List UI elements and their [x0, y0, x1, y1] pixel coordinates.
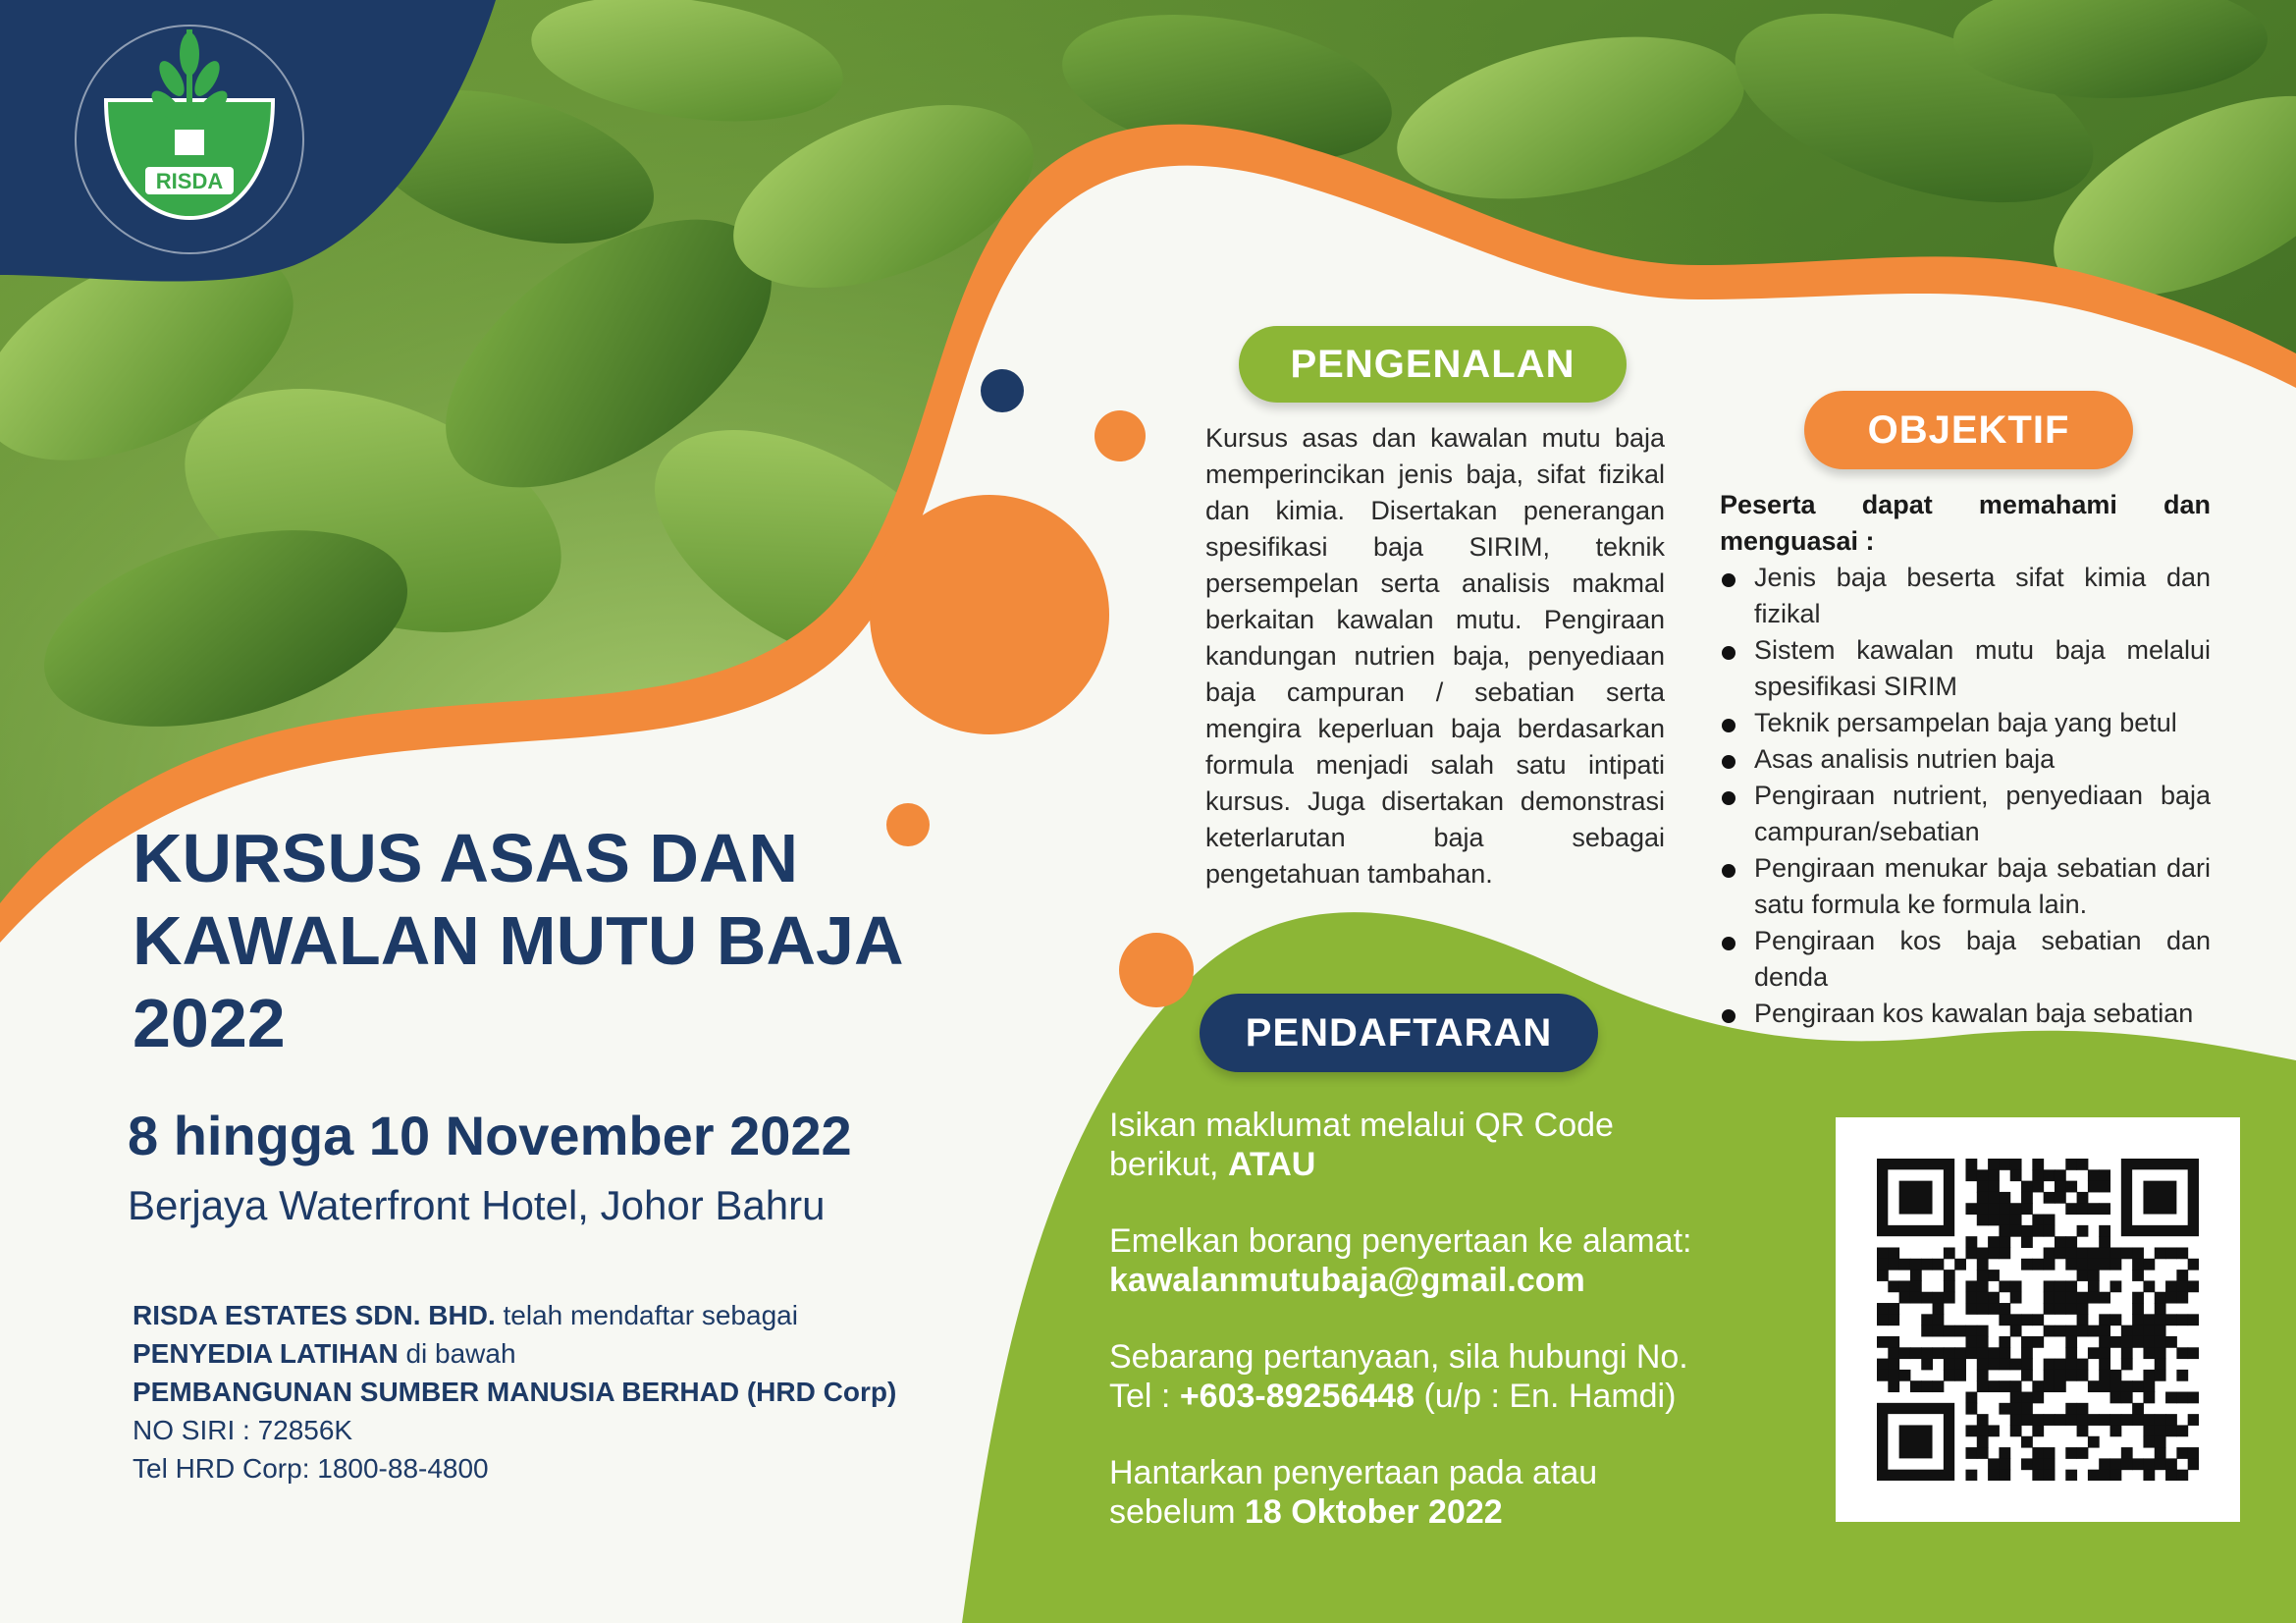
or-label: ATAU [1227, 1146, 1316, 1183]
qr-instruction: Isikan maklumat melalui QR Code [1109, 1107, 1614, 1144]
title-line: 2022 [133, 985, 286, 1061]
logo-wordmark: RISDA [155, 169, 224, 193]
qr-finder-pattern [1899, 1425, 1933, 1458]
list-item: Pengiraan menukar baja sebatian dari satu formula ke formula lain. [1720, 850, 2211, 923]
hrd-name: PEMBANGUNAN SUMBER MANUSIA BERHAD (HRD Corp) [133, 1377, 897, 1407]
tel-label: Tel : [1109, 1378, 1180, 1415]
title-line: KURSUS ASAS DAN [133, 820, 799, 896]
hrd-tel: Tel HRD Corp: 1800-88-4800 [133, 1453, 489, 1484]
under-text: di bawah [398, 1338, 516, 1369]
serial-number: NO SIRI : 72856K [133, 1415, 353, 1445]
registered-text: telah mendaftar sebagai [495, 1300, 798, 1330]
deadline-prefix: sebelum [1109, 1493, 1245, 1531]
qr-finder-pattern [2143, 1181, 2176, 1215]
list-item: Teknik persampelan baja yang betul [1720, 705, 2211, 741]
deadline-date: 18 Oktober 2022 [1244, 1493, 1503, 1531]
registration-qr-code[interactable] [1877, 1159, 2199, 1481]
company-name: RISDA ESTATES SDN. BHD. [133, 1300, 496, 1330]
course-title [133, 817, 904, 1064]
orange-dot-small [1095, 410, 1146, 461]
pendaftaran-heading: PENDAFTARAN [1200, 994, 1598, 1072]
email-link[interactable]: kawalanmutubaja@gmail.com [1109, 1262, 1585, 1299]
list-item: Asas analisis nutrien baja [1720, 741, 2211, 778]
contact-person: (u/p : En. Hamdi) [1415, 1378, 1677, 1415]
list-item: Pengiraan kos kawalan baja sebatian [1720, 996, 2211, 1032]
list-item: Jenis baja beserta sifat kimia dan fizikal [1720, 560, 2211, 632]
pendaftaran-block [1109, 1106, 1737, 1569]
email-instruction: Emelkan borang penyertaan ke alamat: [1109, 1222, 1692, 1260]
objektif-lead: Peserta dapat memahami dan menguasai : [1720, 490, 2211, 556]
orange-dot-green-edge [1119, 933, 1194, 1007]
organizer-info [133, 1296, 896, 1488]
pengenalan-text: Kursus asas dan kawalan mutu baja memperincikan jenis baja, sifat fizikal dan kimia. Disertakan penerangan spesifikasi baja SIRIM, teknik persempelan serta analisis makmal berkaitan kawalan mutu. Pengiraan kandungan nutrien baja, penyediaan baja campuran / sebatian serta mengira keperluan baja berdasarkan formula menjadi salah satu intipati kursus. Juga disertakan demonstrasi keterlarutan baja sebagai pengetahuan tambahan. [1205, 423, 1665, 889]
orange-circle-large [870, 495, 1109, 734]
navy-dot [981, 369, 1024, 412]
qr-instruction-cont: berikut, [1109, 1146, 1228, 1183]
event-venue: Berjaya Waterfront Hotel, Johor Bahru [128, 1182, 826, 1228]
contact-instruction: Sebarang pertanyaan, sila hubungi No. [1109, 1338, 1688, 1376]
pengenalan-heading: PENGENALAN [1239, 326, 1627, 403]
objektif-block [1720, 487, 2211, 1032]
list-item: Pengiraan nutrient, penyediaan baja campuran/sebatian [1720, 778, 2211, 850]
qr-finder-pattern [1899, 1181, 1933, 1215]
provider-label: PENYEDIA LATIHAN [133, 1338, 399, 1369]
objektif-heading: OBJEKTIF [1804, 391, 2133, 469]
list-item: Sistem kawalan mutu baja melalui spesifikasi SIRIM [1720, 632, 2211, 705]
title-line: KAWALAN MUTU BAJA [133, 902, 904, 979]
objektif-list [1720, 560, 2211, 1032]
event-date: 8 hingga 10 November 2022 [128, 1105, 852, 1166]
tel-number[interactable]: +603-89256448 [1179, 1378, 1415, 1415]
list-item: Pengiraan kos baja sebatian dan denda [1720, 923, 2211, 996]
deadline-instruction: Hantarkan penyertaan pada atau [1109, 1454, 1598, 1491]
